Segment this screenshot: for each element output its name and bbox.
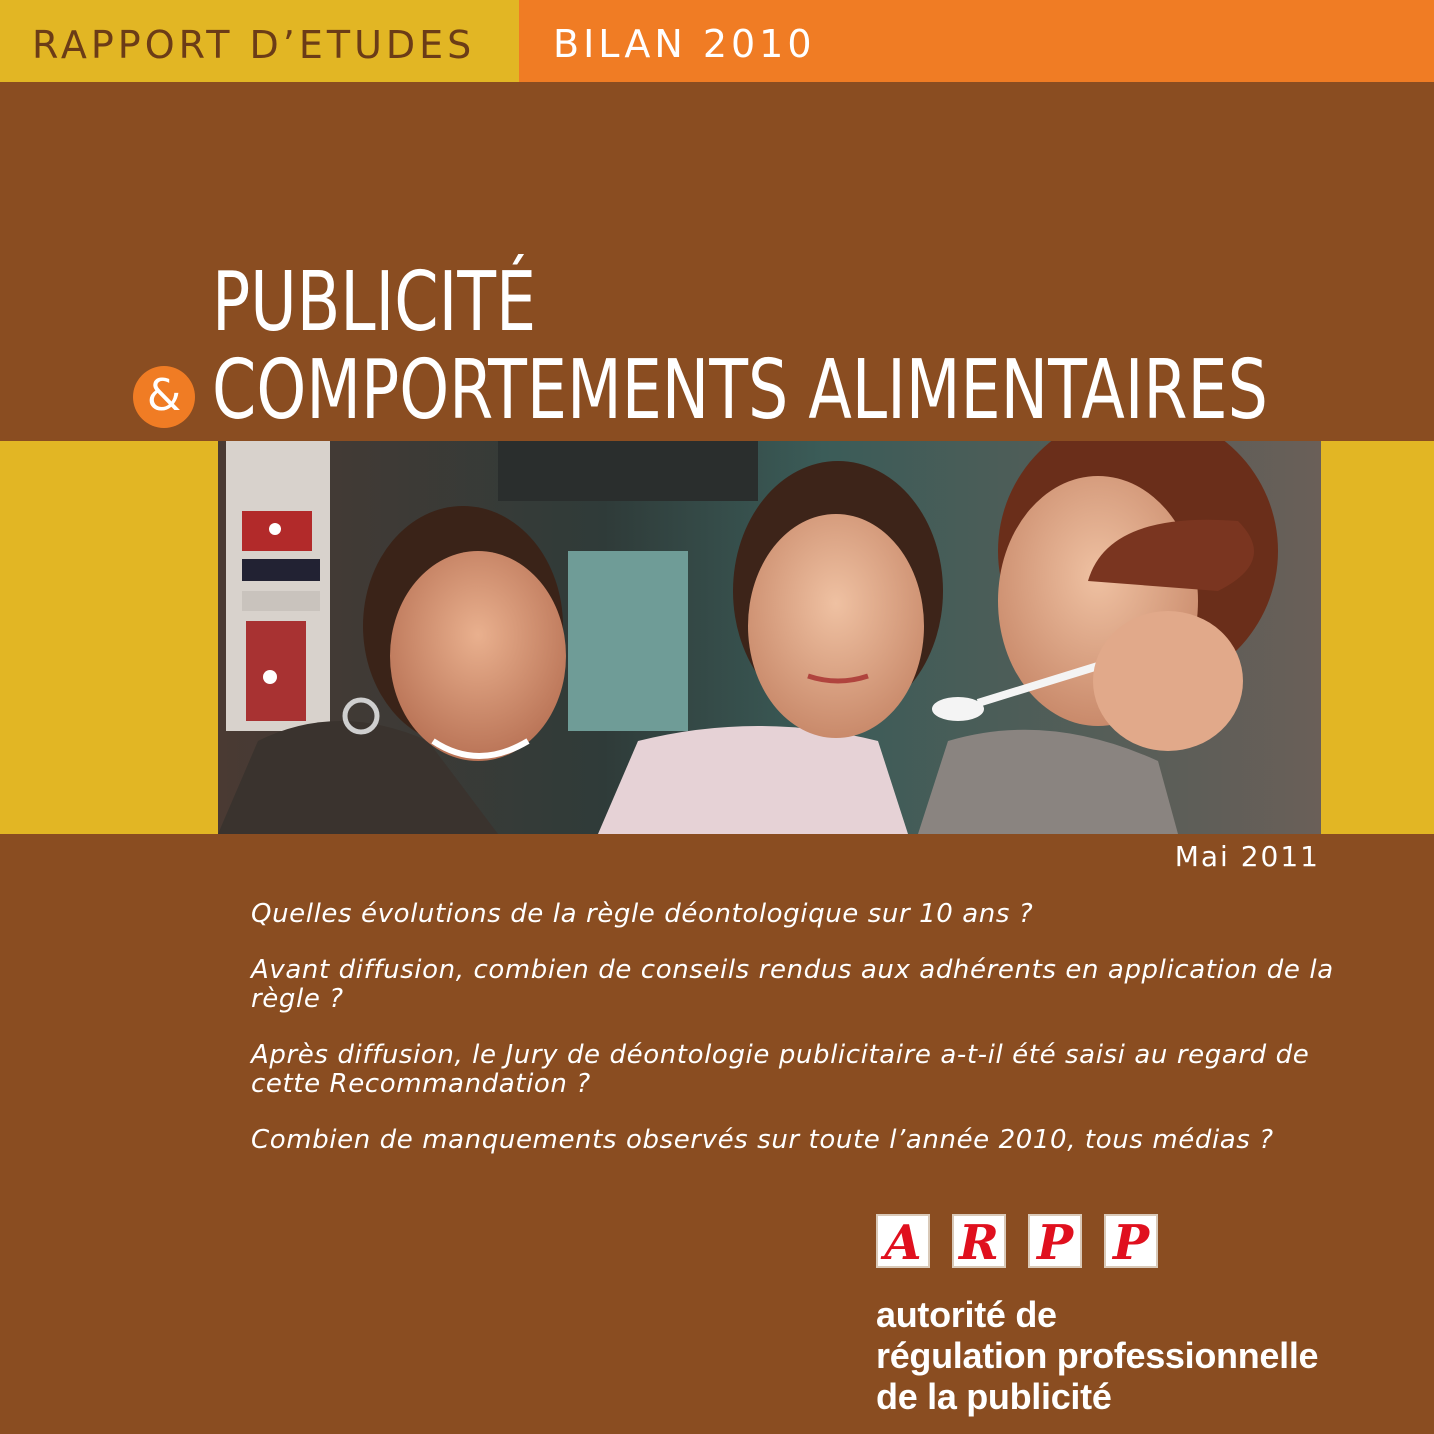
- question-item: Combien de manquements observés sur toute l’année 2010, tous médias ?: [251, 1125, 1274, 1155]
- report-year-tag: BILAN 2010: [519, 0, 1434, 82]
- logo-tagline-line-2: régulation professionnelle: [876, 1335, 1319, 1376]
- title-line-2: COMPORTEMENTS ALIMENTAIRES: [212, 343, 1268, 438]
- question-item: Avant diffusion, combien de conseils rendus aux adhérents en application de la règle ?: [251, 955, 1334, 1014]
- report-type-tag: RAPPORT D’ETUDES: [0, 0, 519, 82]
- question-item: Après diffusion, le Jury de déontologie publicitaire a-t-il été saisi au regard de cette Recommandation ?: [251, 1040, 1310, 1099]
- arpp-logo: [876, 1214, 1318, 1417]
- logo-tile-r: R: [952, 1214, 1006, 1268]
- logo-tile-a: A: [876, 1214, 930, 1268]
- ampersand-badge: &: [133, 366, 195, 428]
- logo-tagline: [876, 1294, 1318, 1417]
- logo-tagline-line-1: autorité de: [876, 1294, 1057, 1335]
- cover-photo: [218, 441, 1321, 834]
- publication-date: Mai 2011: [1174, 840, 1320, 873]
- question-list: [251, 900, 1371, 1182]
- title-line-1: PUBLICITÉ: [212, 255, 537, 350]
- question-item: Quelles évolutions de la règle déontologique sur 10 ans ?: [251, 899, 1034, 929]
- top-bar: [0, 0, 1434, 82]
- cover-photo-illustration: [218, 441, 1321, 834]
- logo-tile-p1: P: [1028, 1214, 1082, 1268]
- logo-tile-p2: P: [1104, 1214, 1158, 1268]
- logo-letter-tiles: [876, 1214, 1318, 1271]
- logo-tagline-line-3: de la publicité: [876, 1376, 1112, 1417]
